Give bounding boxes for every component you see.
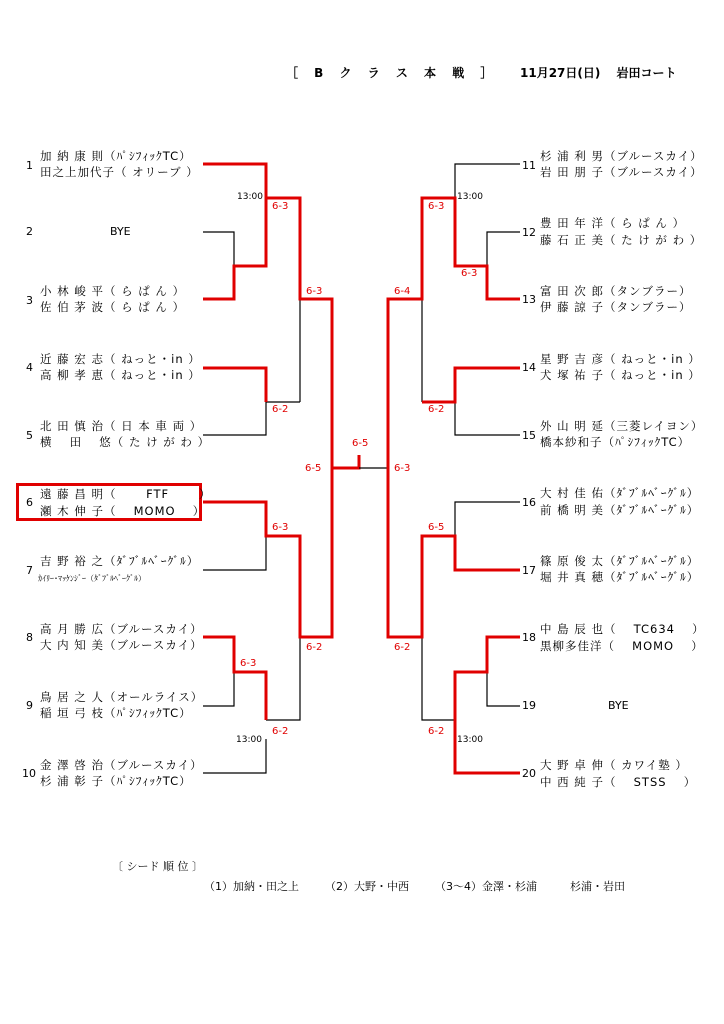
player-name: 前 橋 明 美（ﾀﾞﾌﾞﾙﾍﾞｰｸﾞﾙ）	[540, 503, 700, 517]
entry-number: 5	[26, 429, 33, 442]
seed-entry: （2）大野・中西	[325, 880, 409, 893]
player-name: 加 納 康 則（ﾊﾟｼﾌｨｯｸTC）	[40, 149, 192, 163]
player-name	[38, 572, 146, 586]
match-score: 6-3	[428, 201, 445, 212]
entry-number: 1	[26, 159, 33, 172]
player-name: 豊 田 年 洋（ ら ぱ ん ）	[540, 216, 686, 230]
seed-heading: 〔 シード 順 位 〕	[112, 860, 203, 873]
seed-entry: （3～4）金澤・杉浦	[435, 880, 537, 893]
player-name: 中 島 辰 也（ TC634 ）	[540, 622, 705, 636]
player-name: 北 田 慎 治（ 日 本 車 両 ）	[40, 419, 203, 433]
player-name: 堀 井 真 穂（ﾀﾞﾌﾞﾙﾍﾞｰｸﾞﾙ）	[540, 570, 700, 584]
player-name: 金 澤 啓 治（ブルースカイ）	[40, 758, 203, 772]
match-score: 6-2	[394, 642, 411, 653]
match-time: 13:00	[236, 735, 262, 745]
player-name: 瀬 木 伸 子（ MOMO ）	[40, 504, 206, 518]
player-name: 大 野 卓 伸（ カワイ塾 ）	[540, 758, 688, 772]
player-name: 遠 藤 昌 明（ FTF ）	[40, 487, 212, 501]
player-name: 大 村 佳 佑（ﾀﾞﾌﾞﾙﾍﾞｰｸﾞﾙ）	[540, 486, 700, 500]
entry-number: 11	[522, 159, 536, 172]
match-score: 6-3	[272, 201, 289, 212]
match-score: 6-2	[428, 404, 445, 415]
entry-number: 13	[522, 293, 536, 306]
entry-number: 14	[522, 361, 536, 374]
entry-number: 4	[26, 361, 33, 374]
entry-number: 12	[522, 226, 536, 239]
entry-number: 16	[522, 496, 536, 509]
entry-number: 3	[26, 294, 33, 307]
player-name: 杉 浦 彰 子（ﾊﾟｼﾌｨｯｸTC）	[40, 774, 192, 788]
entry-number: 18	[522, 631, 536, 644]
match-score: 6-3	[394, 463, 411, 474]
player-name: 外 山 明 延（三菱レイヨン）	[540, 419, 704, 433]
player-name: 中 西 純 子（ STSS ）	[540, 775, 697, 789]
match-score: 6-5	[428, 522, 445, 533]
entry-number: 17	[522, 564, 536, 577]
right-bracket-winner-lines	[388, 198, 520, 773]
match-score: 6-5	[305, 463, 322, 474]
player-name: 伊 藤 諒 子（タンブラー）	[540, 300, 692, 314]
player-name: 稲 垣 弓 枝（ﾊﾟｼﾌｨｯｸTC）	[40, 706, 192, 720]
entry-number: 9	[26, 699, 33, 712]
match-time: 13:00	[237, 192, 263, 202]
entry-number: 10	[22, 767, 36, 780]
entry-number: 2	[26, 225, 33, 238]
player-name: 黒柳多佳洋（ MOMO ）	[540, 639, 704, 653]
match-score: 6-5	[352, 438, 369, 449]
player-name: 横 田 悠（ た け が わ ）	[40, 435, 211, 449]
entry-number: 8	[26, 631, 33, 644]
player-name: 高 月 勝 広（ブルースカイ）	[40, 622, 203, 636]
player-name: 近 藤 宏 志（ ねっと・in ）	[40, 352, 201, 366]
entry-number: 19	[522, 699, 536, 712]
player-name: 岩 田 朋 子（ブルースカイ）	[540, 165, 703, 179]
player-name: 小 林 峻 平（ ら ぱ ん ）	[40, 284, 186, 298]
seed-entry: 杉浦・岩田	[570, 880, 625, 893]
bye-label: BYE	[608, 699, 629, 712]
player-name: 橋本紗和子（ﾊﾟｼﾌｨｯｸTC）	[540, 435, 691, 449]
match-time: 13:00	[457, 192, 483, 202]
match-time: 13:00	[457, 735, 483, 745]
seed-entry: （1）加納・田之上	[204, 880, 299, 893]
player-name-text: ｶｲﾘｰ･ﾏｯｹﾝｼﾞｰ（ﾀﾞﾌﾞﾙﾍﾞｰｸﾞﾙ）	[38, 574, 146, 583]
match-score: 6-2	[428, 726, 445, 737]
entry-number: 20	[522, 767, 536, 780]
entry-number: 6	[26, 496, 33, 509]
page-title: ［ B ク ラ ス 本 戦 ］	[286, 66, 499, 80]
date-venue: 11月27日(日) 岩田コート	[520, 66, 677, 80]
entry-number: 7	[26, 564, 33, 577]
player-name: 星 野 吉 彦（ ねっと・in ）	[540, 352, 701, 366]
match-score: 6-2	[306, 642, 323, 653]
match-score: 6-3	[272, 522, 289, 533]
player-name: 鳥 居 之 人（オールライス）	[40, 690, 204, 704]
match-score: 6-3	[461, 268, 478, 279]
player-name: 篠 原 俊 太（ﾀﾞﾌﾞﾙﾍﾞｰｸﾞﾙ）	[540, 554, 700, 568]
left-bracket-winner-lines	[203, 164, 359, 720]
entry-number: 15	[522, 429, 536, 442]
player-name: 高 柳 孝 恵（ ねっと・in ）	[40, 368, 201, 382]
match-score: 6-3	[240, 658, 257, 669]
match-score: 6-2	[272, 726, 289, 737]
player-name: 佐 伯 茅 波（ ら ぱ ん ）	[40, 300, 186, 314]
match-score: 6-3	[306, 286, 323, 297]
match-score: 6-4	[394, 286, 411, 297]
player-name: 犬 塚 祐 子（ ねっと・in ）	[540, 368, 701, 382]
player-name: 富 田 次 郎（タンブラー）	[540, 284, 692, 298]
player-name: 大 内 知 美（ブルースカイ）	[40, 638, 203, 652]
match-score: 6-2	[272, 404, 289, 415]
player-name: 杉 浦 利 男（ブルースカイ）	[540, 149, 703, 163]
bye-label: BYE	[110, 225, 131, 238]
player-name: 藤 石 正 美（ た け が わ ）	[540, 233, 703, 247]
player-name: 吉 野 裕 之（ﾀﾞﾌﾞﾙﾍﾞｰｸﾞﾙ）	[40, 554, 200, 568]
player-name: 田之上加代子（ オリーブ ）	[40, 165, 199, 179]
